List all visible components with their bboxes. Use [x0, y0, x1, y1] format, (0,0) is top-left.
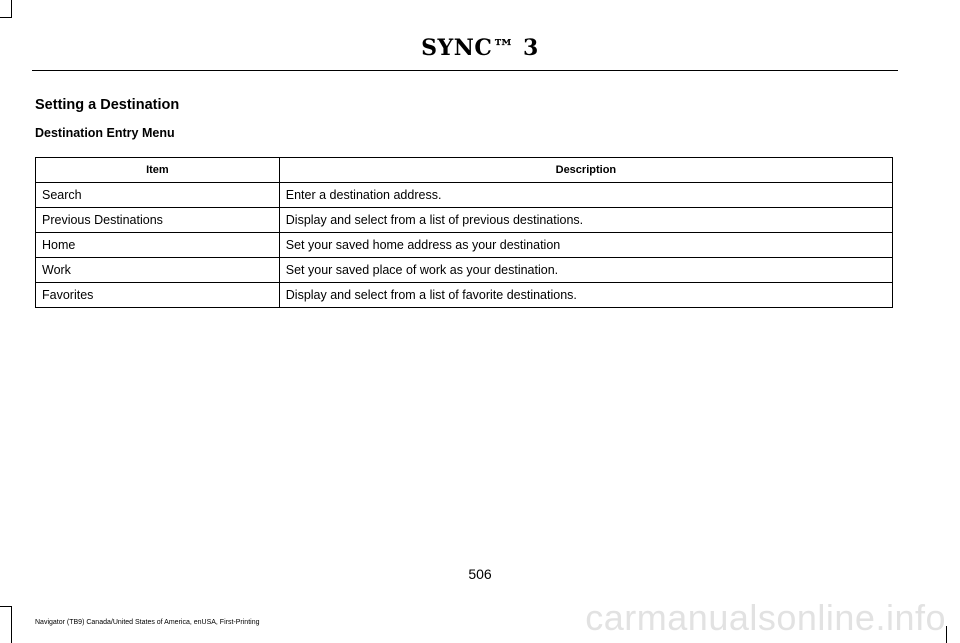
watermark: carmanualsonline.info	[585, 597, 946, 638]
table-cell-item: Search	[36, 183, 280, 208]
table-cell-item: Home	[36, 233, 280, 258]
column-header-item: Item	[36, 158, 280, 183]
footer-note: Navigator (TB9) Canada/United States of America, enUSA, First-Printing	[35, 619, 260, 626]
header-rule	[32, 70, 898, 71]
table-cell-item: Work	[36, 258, 280, 283]
crop-mark-bottom-left-horizontal	[0, 606, 12, 607]
destination-entry-table	[35, 157, 893, 308]
table-cell-description: Display and select from a list of favorite destinations.	[279, 283, 892, 308]
page-header-title: SYNC™ 3	[421, 35, 539, 61]
crop-mark-top-left-horizontal	[0, 17, 12, 18]
table-cell-description: Set your saved place of work as your destination.	[279, 258, 892, 283]
table-caption: Destination Entry Menu	[35, 126, 175, 140]
table-cell-item: Favorites	[36, 283, 280, 308]
page-number: 506	[468, 566, 492, 582]
table-header-row	[36, 158, 893, 183]
table-cell-description: Set your saved home address as your destination	[279, 233, 892, 258]
column-header-description: Description	[279, 158, 892, 183]
table-row	[36, 258, 893, 283]
crop-mark-bottom-right-vertical	[946, 626, 947, 643]
table-cell-description: Enter a destination address.	[279, 183, 892, 208]
table-row	[36, 208, 893, 233]
table-row	[36, 183, 893, 208]
table-cell-description: Display and select from a list of previous destinations.	[279, 208, 892, 233]
section-title: Setting a Destination	[35, 97, 180, 113]
table-row	[36, 233, 893, 258]
table-cell-item: Previous Destinations	[36, 208, 280, 233]
table-row	[36, 283, 893, 308]
crop-mark-top-left-vertical	[11, 0, 12, 18]
crop-mark-bottom-left-vertical	[11, 606, 12, 643]
